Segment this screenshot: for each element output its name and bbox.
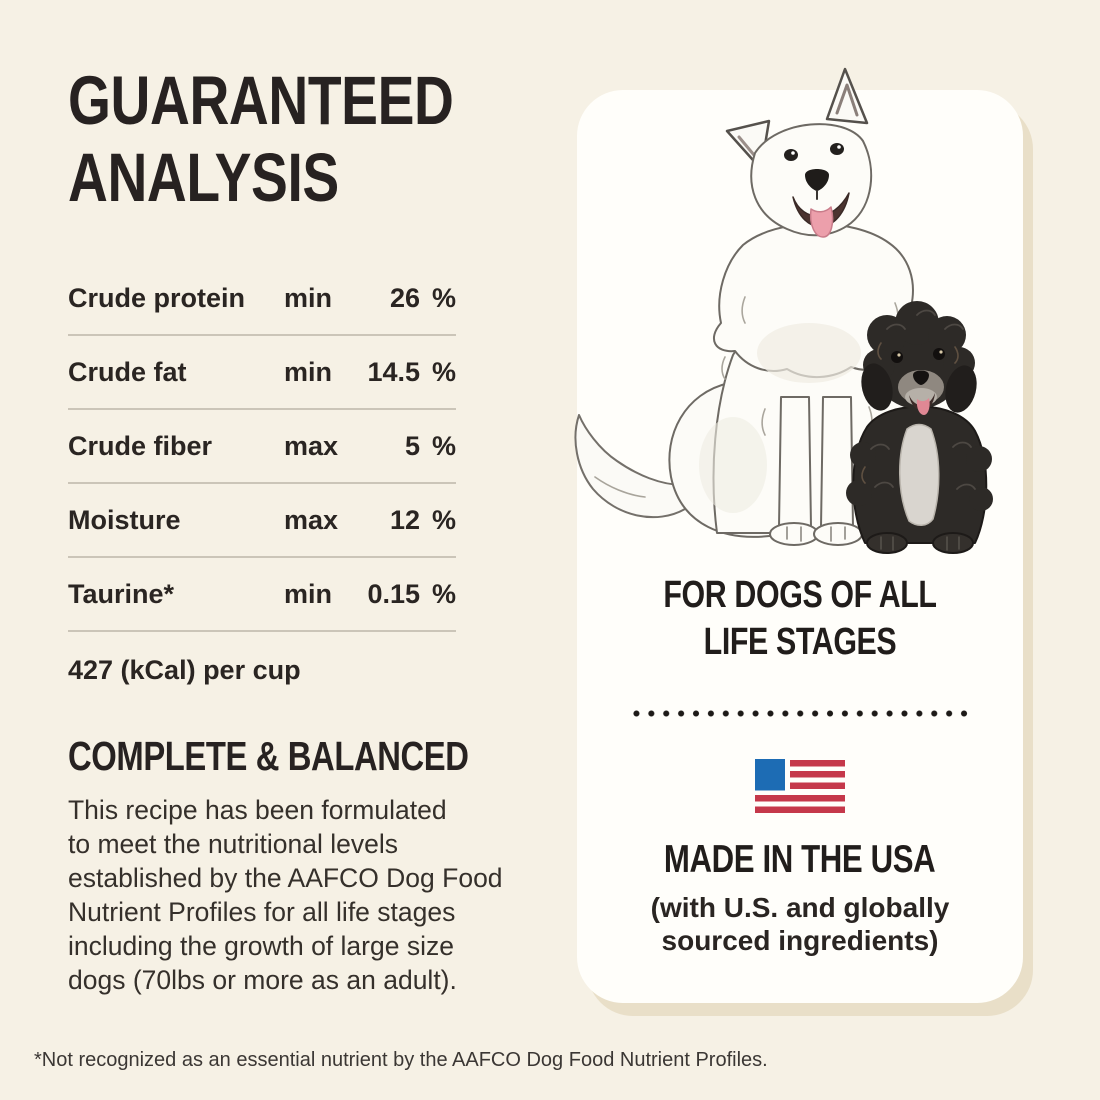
table-row-moisture [68,484,456,558]
dotted-divider [629,709,972,718]
life-stages-line-2: LIFE STAGES [703,621,897,663]
nutrient-label: Crude protein [68,282,246,313]
white-dog-right-ear [827,69,867,123]
black-dog [846,301,993,553]
qualifier: min [284,356,333,387]
unit: % [431,578,456,609]
title-line-2: ANALYSIS [68,139,339,216]
complete-balanced-body [68,793,588,997]
table-row-crude-protein [68,262,456,336]
value: 26 [389,282,420,313]
footnote: *Not recognized as an essential nutrient by the AAFCO Dog Food Nutrient Profiles. [34,1049,768,1071]
title-line-1: GUARANTEED [68,62,454,139]
unit: % [431,430,456,461]
body-line: Nutrient Profiles for all life stages [68,897,456,927]
nutrient-label: Taurine* [68,578,175,609]
value: 14.5 [367,356,420,387]
life-stages-line-1: FOR DOGS OF ALL [663,574,937,616]
body-line: dogs (70lbs or more as an adult). [68,965,457,995]
sourced-ingredients-note [577,891,1023,957]
qualifier: min [284,282,333,313]
unit: % [431,504,456,535]
value: 0.15 [367,578,420,609]
nutrient-label: Moisture [68,504,181,535]
body-line: to meet the nutritional levels [68,829,398,859]
qualifier: max [284,504,339,535]
body-line: This recipe has been formulated [68,795,447,825]
made-in-usa-heading [577,838,1023,882]
dogs-illustration [565,56,1025,558]
value: 5 [404,430,420,461]
life-stages-heading [577,572,1023,666]
made-in-usa-text: MADE IN THE USA [664,838,936,881]
usa-flag-icon [577,759,1023,813]
body-line: established by the AAFCO Dog Food [68,863,503,893]
nutrient-label: Crude fiber [68,430,213,461]
unit: % [431,356,456,387]
white-dog-front-legs [779,397,811,535]
nutrient-label: Crude fat [68,356,187,387]
guaranteed-analysis-table [68,262,456,632]
body-line: including the growth of large size [68,931,454,961]
table-row-crude-fat [68,336,456,410]
black-dog-chest-patch [900,425,939,526]
sourced-line-2: sourced ingredients) [661,925,939,956]
qualifier: min [284,578,333,609]
qualifier: max [284,430,339,461]
guaranteed-analysis-title [68,62,453,216]
calorie-content: 427 (kCal) per cup [68,655,301,685]
table-row-taurine [68,558,456,632]
complete-balanced-heading: COMPLETE & BALANCED [68,733,469,779]
unit: % [431,282,456,313]
table-row-crude-fiber [68,410,456,484]
sourced-line-1: (with U.S. and globally [650,892,950,923]
value: 12 [389,504,420,535]
